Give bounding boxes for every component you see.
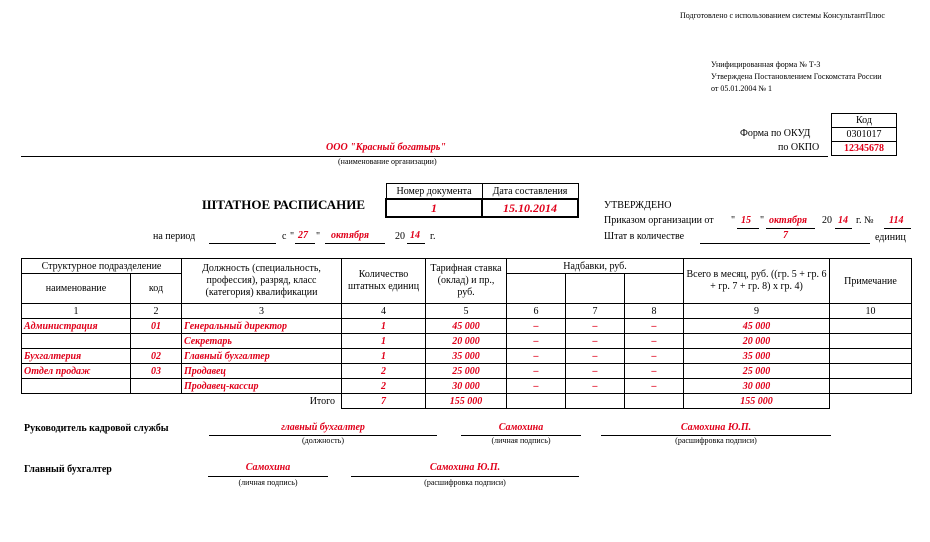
accountant-signature: Самохина	[245, 462, 291, 473]
dept-cell	[22, 334, 131, 349]
note-cell	[830, 364, 912, 379]
allowance-cell: –	[625, 364, 684, 379]
order-month: октября	[769, 215, 807, 226]
header-total: Всего в месяц, руб. ((гр. 5 + гр. 6 + гр. 7 + гр. 8) х гр. 4)	[684, 259, 830, 304]
doc-date-header: Дата составления	[482, 184, 578, 200]
count-cell: 1	[342, 319, 426, 334]
staff-count: 7	[783, 230, 788, 241]
total-cell: 35 000	[684, 349, 830, 364]
allowance-cell: –	[566, 379, 625, 394]
rate-cell: 30 000	[426, 379, 507, 394]
header-name: наименование	[22, 274, 131, 304]
document-number-date	[385, 183, 579, 218]
table-row	[22, 349, 912, 364]
consultant-note: Подготовлено с использованием системы КонсультантПлюс	[680, 11, 885, 20]
hr-name: Самохина Ю.П.	[680, 422, 752, 433]
col-number: 8	[625, 304, 684, 319]
order-year-suffix: г. №	[856, 215, 874, 226]
period-day: 27	[298, 230, 308, 241]
allowance-cell: –	[507, 334, 566, 349]
dept-cell: Бухгалтерия	[22, 349, 131, 364]
order-number-line	[884, 228, 911, 229]
col-number: 9	[684, 304, 830, 319]
header-code: код	[131, 274, 182, 304]
allowance-cell: –	[625, 349, 684, 364]
header-note: Примечание	[830, 259, 912, 304]
position-cell: Продавец-кассир	[182, 379, 342, 394]
staff-label: Штат в количестве	[604, 231, 685, 242]
order-quote-open: "	[731, 215, 736, 226]
order-day: 15	[741, 215, 751, 226]
allowance-cell: –	[566, 334, 625, 349]
order-year: 14	[838, 215, 848, 226]
order-label: Приказом организации от	[604, 215, 714, 226]
order-month-line	[766, 228, 815, 229]
doc-number: 1	[386, 199, 482, 217]
table-row	[22, 379, 912, 394]
note-cell	[830, 319, 912, 334]
order-year-prefix: 20	[822, 215, 832, 226]
allowance-cell: –	[507, 349, 566, 364]
period-month-line	[325, 243, 385, 244]
order-number: 114	[889, 215, 904, 226]
form-info-line3: от 05.01.2004 № 1	[711, 84, 773, 93]
allowance-cell: –	[507, 364, 566, 379]
position-cell: Генеральный директор	[182, 319, 342, 334]
rate-cell: 35 000	[426, 349, 507, 364]
rate-cell: 45 000	[426, 319, 507, 334]
approved-label: УТВЕРЖДЕНО	[604, 200, 672, 211]
hr-position: главный бухгалтер	[281, 422, 365, 433]
table-row	[22, 334, 912, 349]
total-row	[22, 394, 912, 409]
count-cell: 2	[342, 379, 426, 394]
position-cell: Секретарь	[182, 334, 342, 349]
form-info-line1: Унифицированная форма № Т-3	[711, 60, 821, 69]
period-year: 14	[410, 230, 420, 241]
note-cell	[830, 349, 912, 364]
accountant-name-line	[351, 476, 579, 477]
okud-label: Форма по ОКУД	[740, 128, 811, 139]
period-label: на период	[153, 231, 196, 242]
note-cell	[830, 379, 912, 394]
period-from: с	[282, 231, 287, 242]
total-cell: 45 000	[684, 319, 830, 334]
organization-name: ООО "Красный богатырь"	[326, 142, 446, 153]
allowance-cell: –	[625, 379, 684, 394]
table-row	[22, 319, 912, 334]
code-cell: 01	[131, 319, 182, 334]
allowance-cell: –	[566, 364, 625, 379]
total-sum: 155 000	[684, 394, 830, 409]
column-numbers-row	[22, 304, 912, 319]
period-quote-open: "	[290, 231, 295, 242]
period-year-suffix: г.	[430, 231, 436, 242]
total-label: Итого	[309, 395, 335, 407]
order-day-line	[737, 228, 759, 229]
allowance-cell: –	[625, 319, 684, 334]
period-quote-close: "	[316, 231, 321, 242]
code-cell: 03	[131, 364, 182, 379]
organization-caption: (наименование организации)	[338, 157, 437, 166]
header-count: Количество штатных единиц	[342, 259, 426, 304]
order-quote-close: "	[760, 215, 765, 226]
staff-table	[21, 258, 912, 409]
count-cell: 2	[342, 364, 426, 379]
rate-cell: 25 000	[426, 364, 507, 379]
staff-unit: единиц	[875, 232, 906, 243]
rate-cell: 20 000	[426, 334, 507, 349]
col-number: 3	[182, 304, 342, 319]
col-number: 10	[830, 304, 912, 319]
okpo-label: по ОКПО	[778, 142, 820, 153]
period-year-prefix: 20	[395, 231, 405, 242]
period-month: октября	[331, 230, 369, 241]
total-cell: 20 000	[684, 334, 830, 349]
count-cell: 1	[342, 349, 426, 364]
allowance-cell: –	[507, 319, 566, 334]
period-day-line	[295, 243, 315, 244]
hr-signature: Самохина	[498, 422, 544, 433]
staff-count-line	[700, 243, 870, 244]
accountant-label: Главный бухгалтер	[24, 464, 112, 475]
col-number: 2	[131, 304, 182, 319]
okud-value: 0301017	[832, 128, 897, 142]
document-title: ШТАТНОЕ РАСПИСАНИЕ	[202, 197, 366, 212]
order-year-line	[835, 228, 852, 229]
count-cell: 1	[342, 334, 426, 349]
codes-table	[831, 113, 897, 156]
position-cell: Главный бухгалтер	[182, 349, 342, 364]
accountant-name-caption: (расшифровка подписи)	[424, 478, 506, 487]
table-row	[22, 364, 912, 379]
col-number: 4	[342, 304, 426, 319]
dept-cell: Отдел продаж	[22, 364, 131, 379]
hr-name-caption: (расшифровка подписи)	[675, 436, 757, 445]
code-cell	[131, 334, 182, 349]
code-cell: 02	[131, 349, 182, 364]
allowance-cell: –	[507, 379, 566, 394]
accountant-name: Самохина Ю.П.	[429, 462, 501, 473]
accountant-signature-line	[208, 476, 328, 477]
total-count: 7	[342, 394, 426, 409]
total-cell: 30 000	[684, 379, 830, 394]
accountant-signature-caption: (личная подпись)	[238, 478, 298, 487]
col-number: 7	[566, 304, 625, 319]
allowance-cell: –	[566, 349, 625, 364]
form-info-line2: Утверждена Постановлением Госкомстата России	[711, 72, 882, 81]
col-number: 5	[426, 304, 507, 319]
dept-cell	[22, 379, 131, 394]
code-cell	[131, 379, 182, 394]
codes-header: Код	[832, 114, 897, 128]
allowance-cell: –	[625, 334, 684, 349]
header-allowances: Надбавки, руб.	[507, 259, 684, 274]
total-rate: 155 000	[426, 394, 507, 409]
hr-signature-caption: (личная подпись)	[491, 436, 551, 445]
header-rate: Тарифная ставка (оклад) и пр., руб.	[426, 259, 507, 304]
period-year-line	[407, 243, 425, 244]
okpo-value: 12345678	[832, 142, 897, 156]
hr-position-caption: (должность)	[302, 436, 344, 445]
header-struct: Структурное подразделение	[22, 259, 182, 274]
hr-label: Руководитель кадровой службы	[24, 423, 169, 434]
doc-date: 15.10.2014	[482, 199, 578, 217]
dept-cell: Администрация	[22, 319, 131, 334]
doc-number-header: Номер документа	[386, 184, 482, 200]
col-number: 1	[22, 304, 131, 319]
allowance-cell: –	[566, 319, 625, 334]
header-position: Должность (специальность, профессия), разряд, класс (категория) квалификации	[182, 259, 342, 304]
position-cell: Продавец	[182, 364, 342, 379]
col-number: 6	[507, 304, 566, 319]
period-blank-line	[209, 243, 276, 244]
note-cell	[830, 334, 912, 349]
total-cell: 25 000	[684, 364, 830, 379]
